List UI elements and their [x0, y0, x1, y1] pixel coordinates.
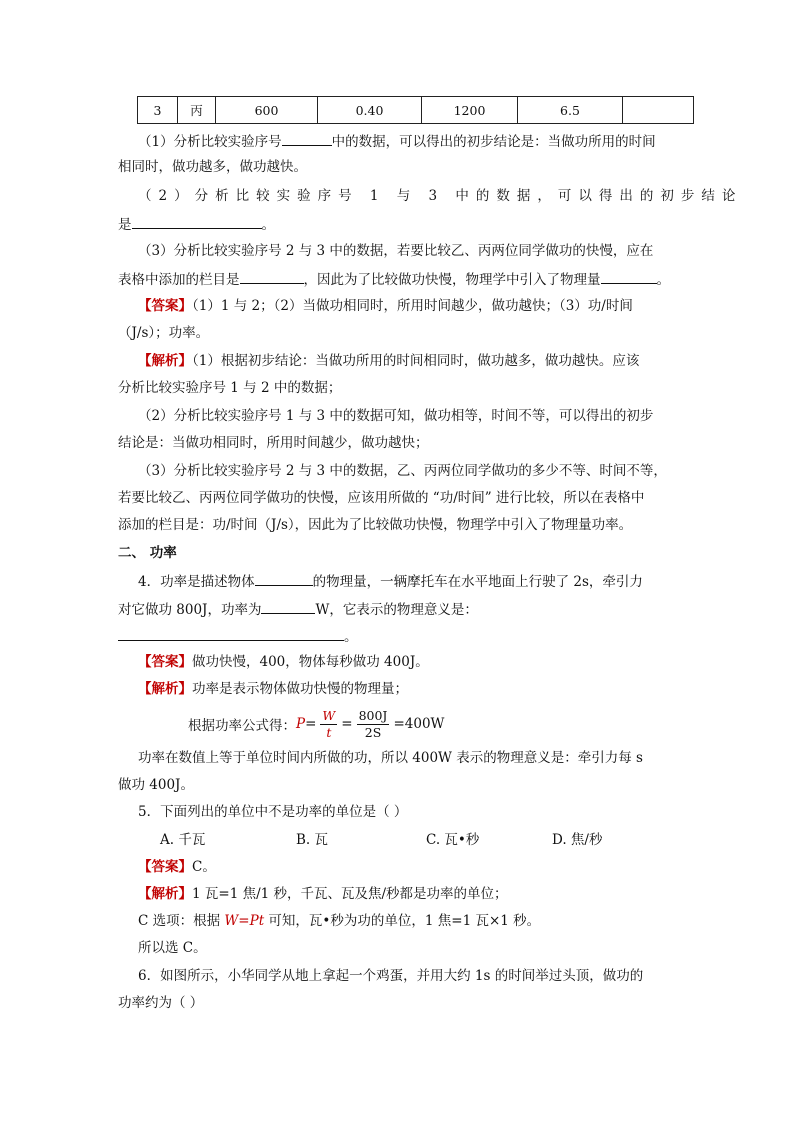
answer-blank — [240, 269, 304, 284]
question-line: 是 。 — [118, 214, 275, 234]
answer-blank — [601, 269, 657, 284]
option-a: A. 千瓦 — [160, 832, 206, 848]
table-cell: 1200 — [422, 97, 518, 124]
question-line: 对它做功 800J，功率为 W，它表示的物理意义是： — [118, 599, 478, 619]
option-d: D. 焦/秒 — [552, 832, 603, 848]
option-b: B. 瓦 — [296, 832, 329, 848]
analysis-tag: 【解析】 — [138, 681, 192, 697]
answer-blank — [255, 571, 313, 586]
question-line: 4．功率是描述物体 的物理量，一辆摩托车在水平地面上行驶了 2s，牵引力 — [138, 571, 643, 591]
table-cell: 600 — [216, 97, 318, 124]
fraction: $\frac{800J}{2S}$ — [358, 707, 388, 740]
answer-line: （J/s）；功率。 — [118, 325, 210, 341]
question-line: （1）分析比较实验序号 中的数据，可以得出的初步结论是：当做功所用的时间 — [138, 131, 656, 151]
answer-blank — [282, 131, 332, 146]
section-heading: 二、 功率 — [118, 545, 177, 561]
power-formula: 根据功率公式得： P = $\frac{W}{t}$ = $\frac{800J}{2S}$ =400W — [188, 707, 445, 740]
answer-blank — [132, 214, 262, 229]
fraction: $\frac{W}{t}$ — [322, 707, 336, 740]
question-line: （2）分析比较实验序号 1 与 3 中的数据，可以得出的初步结论 — [138, 188, 743, 204]
question-line: 表格中添加的栏目是 ，因此为了比较做功快慢，物理学中引入了物理量 。 — [118, 269, 670, 289]
option-c: C. 瓦•秒 — [426, 832, 480, 848]
question-line: 。 — [118, 626, 358, 646]
experiment-table — [137, 96, 694, 124]
answer-tag: 【答案】 — [138, 298, 192, 314]
analysis-line: 所以选 C。 — [138, 940, 207, 956]
table-row — [138, 97, 694, 124]
analysis-line: （2）分析比较实验序号 1 与 3 中的数据可知，做功相等，时间不等，可以得出的初步 — [138, 408, 654, 424]
analysis-tag: 【解析】 — [138, 886, 192, 902]
answer-line: 【答案】做功快慢，400，物体每秒做功 400J。 — [138, 654, 429, 670]
question-line: 6．如图所示，小华同学从地上拿起一个鸡蛋，并用大约 1s 的时间举过头顶，做功的 — [138, 968, 644, 984]
analysis-line: C 选项：根据 W=Pt 可知，瓦•秒为功的单位，1 焦=1 瓦×1 秒。 — [138, 913, 541, 929]
table-cell: 0.40 — [318, 97, 422, 124]
text-line: 做功 400J。 — [118, 777, 194, 793]
table-cell: 丙 — [178, 97, 216, 124]
question-line: 相同时，做功越多，做功越快。 — [118, 159, 307, 175]
table-cell: 6.5 — [518, 97, 623, 124]
answer-blank — [118, 626, 344, 641]
answer-line: 【答案】C。 — [138, 859, 216, 875]
question-line: 功率约为（ ） — [118, 995, 204, 1011]
table-cell — [623, 97, 694, 124]
analysis-line: 分析比较实验序号 1 与 2 中的数据； — [118, 380, 342, 396]
answer-tag: 【答案】 — [138, 654, 192, 670]
text-line: 功率在数值上等于单位时间内所做的功，所以 400W 表示的物理意义是：牵引力每 s — [138, 750, 643, 766]
analysis-tag: 【解析】 — [138, 353, 192, 369]
analysis-line: 【解析】（1）根据初步结论：当做功所用的时间相同时，做功越多，做功越快。应该 — [138, 353, 640, 369]
analysis-line: 【解析】功率是表示物体做功快慢的物理量； — [138, 681, 408, 697]
analysis-line: 若要比较乙、丙两位同学做功的快慢，应该用所做的 “功/时间” 进行比较，所以在表格中 — [118, 490, 645, 506]
answer-line: 【答案】（1）1 与 2；（2）当做功相同时，所用时间越少，做功越快；（3）功/时间 — [138, 298, 633, 314]
analysis-line: （3）分析比较实验序号 2 与 3 中的数据，乙、丙两位同学做功的多少不等、时间不等， — [138, 463, 667, 479]
question-line: 5．下面列出的单位中不是功率的单位是（ ） — [138, 804, 408, 820]
analysis-line: 结论是：当做功相同时，所用时间越少，做功越快； — [118, 435, 429, 451]
table-cell: 3 — [138, 97, 178, 124]
analysis-line: 添加的栏目是：功/时间（J/s），因此为了比较做功快慢，物理学中引入了物理量功率。 — [118, 517, 633, 533]
question-line: （3）分析比较实验序号 2 与 3 中的数据，若要比较乙、丙两位同学做功的快慢，应在 — [138, 243, 654, 259]
analysis-line: 【解析】1 瓦=1 焦/1 秒，千瓦、瓦及焦/秒都是功率的单位； — [138, 886, 508, 902]
answer-blank — [261, 599, 315, 614]
answer-tag: 【答案】 — [138, 859, 192, 875]
